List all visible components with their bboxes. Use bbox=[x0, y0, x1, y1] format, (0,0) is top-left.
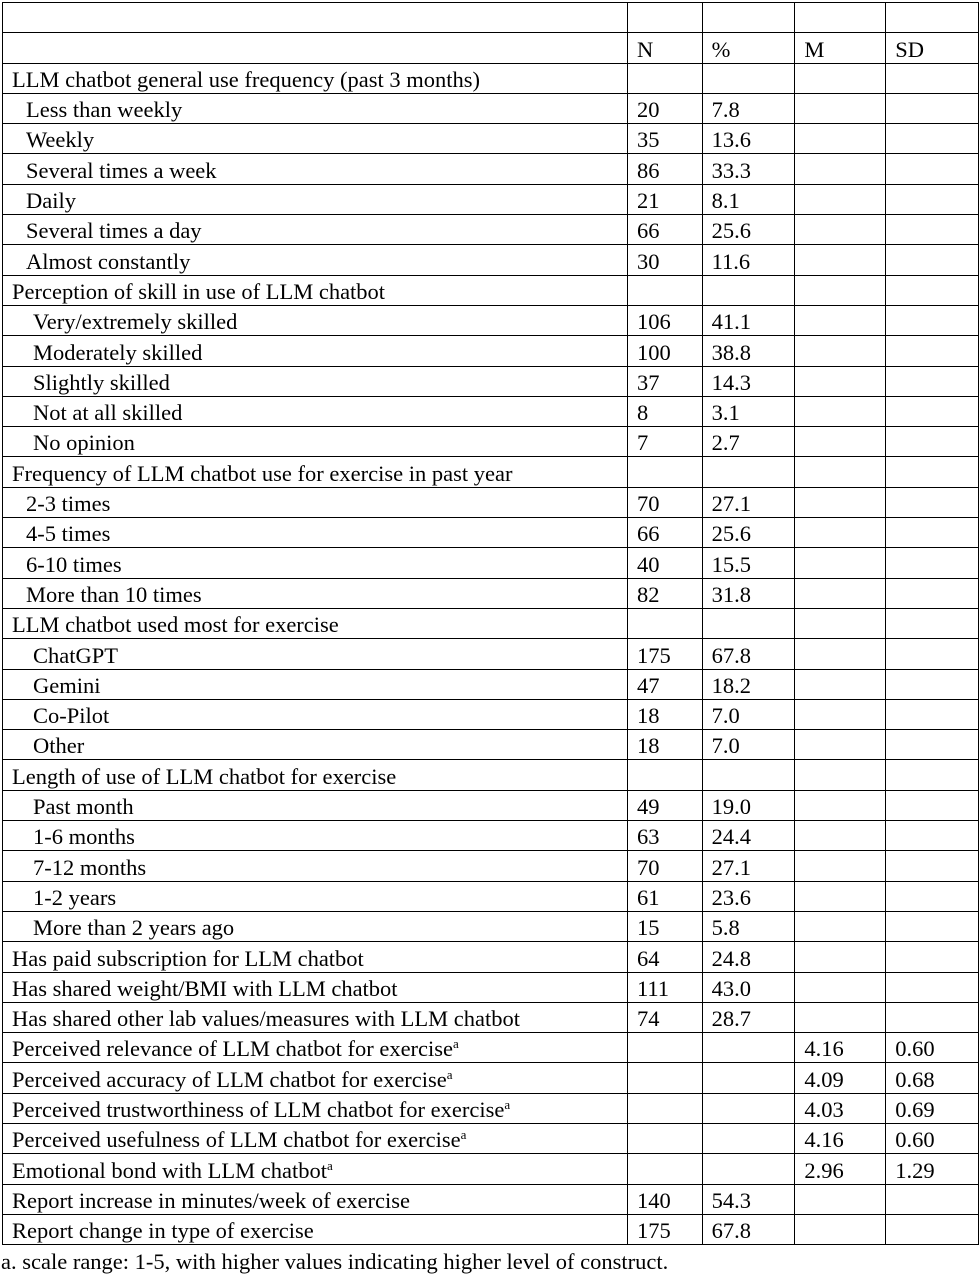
table-row bbox=[3, 184, 979, 214]
table-row bbox=[3, 942, 979, 972]
table-row bbox=[3, 1033, 979, 1063]
header-m: M bbox=[795, 33, 886, 63]
cell-pct: 18.2 bbox=[702, 669, 795, 699]
cell-n: 37 bbox=[627, 366, 702, 396]
row-label-text: Emotional bond with LLM chatbot bbox=[12, 1157, 327, 1183]
cell-m bbox=[795, 608, 886, 638]
cell-pct: 7.0 bbox=[702, 730, 795, 760]
cell-sd: 1.29 bbox=[886, 1154, 979, 1184]
footnote-marker: a bbox=[460, 1127, 467, 1143]
cell-sd bbox=[886, 93, 979, 123]
cell-m bbox=[795, 578, 886, 608]
cell-m bbox=[795, 821, 886, 851]
cell-sd bbox=[886, 245, 979, 275]
cell-sd bbox=[886, 184, 979, 214]
cell-pct: 67.8 bbox=[702, 1214, 795, 1244]
cell-pct: 31.8 bbox=[702, 578, 795, 608]
row-label bbox=[3, 972, 628, 1002]
cell-m bbox=[795, 851, 886, 881]
table-row bbox=[3, 1214, 979, 1244]
table-row bbox=[3, 730, 979, 760]
table-row bbox=[3, 1184, 979, 1214]
row-label-text: 1-6 months bbox=[33, 824, 135, 850]
table-row bbox=[3, 699, 979, 729]
cell-n: 111 bbox=[627, 972, 702, 1002]
row-label-text: Frequency of LLM chatbot use for exercise in past year bbox=[12, 460, 513, 486]
cell-sd bbox=[886, 881, 979, 911]
cell-m bbox=[795, 699, 886, 729]
row-label-text: Report change in type of exercise bbox=[12, 1218, 314, 1244]
cell-pct: 28.7 bbox=[702, 1002, 795, 1032]
table-row bbox=[3, 1154, 979, 1184]
cell-pct: 25.6 bbox=[702, 215, 795, 245]
cell-m bbox=[795, 427, 886, 457]
table-row bbox=[3, 639, 979, 669]
cell-sd bbox=[886, 336, 979, 366]
row-label bbox=[3, 93, 628, 123]
cell-sd bbox=[886, 578, 979, 608]
cell-pct bbox=[702, 1154, 795, 1184]
cell-m bbox=[795, 518, 886, 548]
cell-m bbox=[795, 730, 886, 760]
cell-n: 82 bbox=[627, 578, 702, 608]
row-label-text: Several times a day bbox=[26, 218, 202, 244]
cell-pct bbox=[702, 1063, 795, 1093]
row-label-text: Very/extremely skilled bbox=[33, 309, 238, 335]
row-label bbox=[3, 548, 628, 578]
cell-n bbox=[627, 63, 702, 93]
table-row bbox=[3, 1002, 979, 1032]
cell-sd: 0.60 bbox=[886, 1123, 979, 1153]
row-label bbox=[3, 1214, 628, 1244]
cell-n: 18 bbox=[627, 730, 702, 760]
table-row bbox=[3, 608, 979, 638]
table-row bbox=[3, 972, 979, 1002]
table-row bbox=[3, 245, 979, 275]
cell-sd bbox=[886, 730, 979, 760]
row-label bbox=[3, 1093, 628, 1123]
cell-n bbox=[627, 457, 702, 487]
cell-m: 4.16 bbox=[795, 1123, 886, 1153]
cell-m bbox=[795, 1184, 886, 1214]
header-n: N bbox=[627, 33, 702, 63]
row-label bbox=[3, 154, 628, 184]
cell-pct bbox=[702, 457, 795, 487]
cell-sd bbox=[886, 942, 979, 972]
row-label bbox=[3, 518, 628, 548]
row-label-text: LLM chatbot used most for exercise bbox=[12, 612, 339, 638]
table-row bbox=[3, 336, 979, 366]
table-row bbox=[3, 124, 979, 154]
table-row bbox=[3, 366, 979, 396]
cell-m bbox=[795, 154, 886, 184]
cell-m bbox=[795, 548, 886, 578]
cell-n: 7 bbox=[627, 427, 702, 457]
row-label-text: ChatGPT bbox=[33, 642, 119, 668]
row-label-text: Co-Pilot bbox=[33, 703, 110, 729]
row-label bbox=[3, 1063, 628, 1093]
cell-sd: 0.68 bbox=[886, 1063, 979, 1093]
cell-pct: 43.0 bbox=[702, 972, 795, 1002]
table-row bbox=[3, 760, 979, 790]
cell-pct: 41.1 bbox=[702, 305, 795, 335]
row-label-text: Daily bbox=[26, 188, 76, 214]
row-label-text: Perceived accuracy of LLM chatbot for exercise bbox=[12, 1066, 447, 1092]
cell-m bbox=[795, 275, 886, 305]
row-label bbox=[3, 639, 628, 669]
row-label bbox=[3, 699, 628, 729]
table-row bbox=[3, 518, 979, 548]
cell-n: 70 bbox=[627, 487, 702, 517]
cell-m bbox=[795, 396, 886, 426]
cell-n: 61 bbox=[627, 881, 702, 911]
table-row bbox=[3, 821, 979, 851]
row-label bbox=[3, 911, 628, 941]
table-row bbox=[3, 669, 979, 699]
cell-n: 175 bbox=[627, 1214, 702, 1244]
table-row bbox=[3, 93, 979, 123]
cell-pct bbox=[702, 760, 795, 790]
cell-m bbox=[795, 366, 886, 396]
cell-n: 175 bbox=[627, 639, 702, 669]
row-label-text: 1-2 years bbox=[33, 884, 117, 910]
cell-sd bbox=[886, 1214, 979, 1244]
cell-m bbox=[795, 790, 886, 820]
row-label-text: Gemini bbox=[33, 672, 101, 698]
cell-sd bbox=[886, 790, 979, 820]
table-row bbox=[3, 911, 979, 941]
cell-m: 4.09 bbox=[795, 1063, 886, 1093]
row-label-text: More than 2 years ago bbox=[33, 915, 235, 941]
cell-pct: 15.5 bbox=[702, 548, 795, 578]
row-label bbox=[3, 608, 628, 638]
row-label bbox=[3, 578, 628, 608]
cell-m bbox=[795, 972, 886, 1002]
cell-pct: 3.1 bbox=[702, 396, 795, 426]
cell-sd bbox=[886, 154, 979, 184]
cell-m bbox=[795, 124, 886, 154]
table-row bbox=[3, 457, 979, 487]
row-label bbox=[3, 63, 628, 93]
table-row bbox=[3, 396, 979, 426]
row-label bbox=[3, 881, 628, 911]
row-label-text: Perceived relevance of LLM chatbot for exercise bbox=[12, 1036, 454, 1062]
cell-n: 100 bbox=[627, 336, 702, 366]
cell-sd bbox=[886, 366, 979, 396]
row-label bbox=[3, 669, 628, 699]
row-label-text: Perception of skill in use of LLM chatbot bbox=[12, 278, 386, 304]
cell-n bbox=[627, 1093, 702, 1123]
cell-m bbox=[795, 487, 886, 517]
row-label-text: More than 10 times bbox=[26, 581, 202, 607]
cell-pct: 7.0 bbox=[702, 699, 795, 729]
table-row bbox=[3, 1093, 979, 1123]
row-label-text: 4-5 times bbox=[26, 521, 111, 547]
cell-m bbox=[795, 336, 886, 366]
row-label-text: Slightly skilled bbox=[33, 369, 170, 395]
cell-sd bbox=[886, 1002, 979, 1032]
row-label bbox=[3, 1123, 628, 1153]
row-label bbox=[3, 1033, 628, 1063]
cell-m bbox=[795, 215, 886, 245]
row-label-text: Length of use of LLM chatbot for exercise bbox=[12, 763, 397, 789]
cell-pct: 7.8 bbox=[702, 93, 795, 123]
row-label-text: Has shared other lab values/measures with LLM chatbot bbox=[12, 1006, 520, 1032]
row-label bbox=[3, 760, 628, 790]
row-label bbox=[3, 215, 628, 245]
cell-pct: 11.6 bbox=[702, 245, 795, 275]
cell-pct: 19.0 bbox=[702, 790, 795, 820]
row-label-text: Report increase in minutes/week of exercise bbox=[12, 1187, 410, 1213]
cell-n bbox=[627, 275, 702, 305]
row-label-text: Several times a week bbox=[26, 157, 217, 183]
cell-m: 4.03 bbox=[795, 1093, 886, 1123]
cell-n bbox=[627, 1063, 702, 1093]
row-label-text: 2-3 times bbox=[26, 491, 111, 517]
row-label bbox=[3, 821, 628, 851]
cell-sd bbox=[886, 911, 979, 941]
cell-pct: 8.1 bbox=[702, 184, 795, 214]
row-label bbox=[3, 366, 628, 396]
row-label-text: Past month bbox=[33, 794, 134, 820]
cell-n: 35 bbox=[627, 124, 702, 154]
cell-sd bbox=[886, 669, 979, 699]
cell-pct bbox=[702, 1033, 795, 1063]
cell-pct bbox=[702, 63, 795, 93]
cell-sd bbox=[886, 639, 979, 669]
table-row bbox=[3, 63, 979, 93]
cell-pct: 27.1 bbox=[702, 851, 795, 881]
cell-pct: 54.3 bbox=[702, 1184, 795, 1214]
footnote-marker: a bbox=[453, 1036, 459, 1052]
cell-n: 64 bbox=[627, 942, 702, 972]
cell-sd bbox=[886, 1184, 979, 1214]
cell-m bbox=[795, 1002, 886, 1032]
cell-n: 15 bbox=[627, 911, 702, 941]
cell-pct: 14.3 bbox=[702, 366, 795, 396]
results-table bbox=[2, 2, 979, 1245]
table-row bbox=[3, 215, 979, 245]
cell-pct: 25.6 bbox=[702, 518, 795, 548]
row-label bbox=[3, 457, 628, 487]
row-label-text: LLM chatbot general use frequency (past 3 months) bbox=[12, 66, 480, 92]
cell-n: 70 bbox=[627, 851, 702, 881]
cell-m bbox=[795, 245, 886, 275]
cell-n: 20 bbox=[627, 93, 702, 123]
cell-n: 47 bbox=[627, 669, 702, 699]
table-row bbox=[3, 881, 979, 911]
cell-pct: 13.6 bbox=[702, 124, 795, 154]
cell-m bbox=[795, 305, 886, 335]
table-row bbox=[3, 578, 979, 608]
cell-pct bbox=[702, 608, 795, 638]
cell-sd bbox=[886, 124, 979, 154]
row-label bbox=[3, 790, 628, 820]
row-label bbox=[3, 245, 628, 275]
row-label-text: Perceived trustworthiness of LLM chatbot for exercise bbox=[12, 1096, 505, 1122]
cell-m bbox=[795, 942, 886, 972]
cell-n: 40 bbox=[627, 548, 702, 578]
cell-sd bbox=[886, 821, 979, 851]
cell-n: 66 bbox=[627, 518, 702, 548]
cell-sd bbox=[886, 548, 979, 578]
row-label bbox=[3, 275, 628, 305]
row-label-text: Almost constantly bbox=[26, 248, 191, 274]
cell-m bbox=[795, 881, 886, 911]
cell-n: 66 bbox=[627, 215, 702, 245]
footnote-marker: a bbox=[326, 1157, 333, 1173]
cell-pct: 5.8 bbox=[702, 911, 795, 941]
cell-pct: 2.7 bbox=[702, 427, 795, 457]
cell-sd bbox=[886, 851, 979, 881]
header-pct: % bbox=[702, 33, 795, 63]
footnote: a. scale range: 1-5, with higher values indicating higher level of construct. bbox=[1, 1249, 669, 1274]
row-label bbox=[3, 427, 628, 457]
cell-n: 30 bbox=[627, 245, 702, 275]
cell-sd bbox=[886, 457, 979, 487]
cell-sd bbox=[886, 699, 979, 729]
cell-n bbox=[627, 608, 702, 638]
cell-pct: 23.6 bbox=[702, 881, 795, 911]
row-label bbox=[3, 124, 628, 154]
cell-sd bbox=[886, 608, 979, 638]
table-row bbox=[3, 427, 979, 457]
cell-n bbox=[627, 1154, 702, 1184]
cell-m bbox=[795, 760, 886, 790]
row-label-text: 6-10 times bbox=[26, 551, 122, 577]
row-label bbox=[3, 184, 628, 214]
table-row bbox=[3, 1123, 979, 1153]
cell-n: 49 bbox=[627, 790, 702, 820]
cell-m: 4.16 bbox=[795, 1033, 886, 1063]
cell-n bbox=[627, 1033, 702, 1063]
cell-pct bbox=[702, 1093, 795, 1123]
table-row bbox=[3, 487, 979, 517]
cell-n: 21 bbox=[627, 184, 702, 214]
row-label-text: 7-12 months bbox=[33, 854, 147, 880]
cell-sd bbox=[886, 760, 979, 790]
row-label bbox=[3, 730, 628, 760]
row-label-text: Has paid subscription for LLM chatbot bbox=[12, 945, 364, 971]
row-label-text: Has shared weight/BMI with LLM chatbot bbox=[12, 975, 398, 1001]
row-label-text: Other bbox=[33, 733, 85, 759]
cell-sd bbox=[886, 427, 979, 457]
row-label-text: Less than weekly bbox=[26, 97, 183, 123]
table-row bbox=[3, 305, 979, 335]
cell-sd bbox=[886, 215, 979, 245]
cell-m: 2.96 bbox=[795, 1154, 886, 1184]
row-label bbox=[3, 487, 628, 517]
footnote-marker: a bbox=[446, 1066, 453, 1082]
header-label bbox=[3, 33, 628, 63]
row-label bbox=[3, 851, 628, 881]
cell-sd: 0.60 bbox=[886, 1033, 979, 1063]
table-row bbox=[3, 275, 979, 305]
cell-n: 8 bbox=[627, 396, 702, 426]
cell-sd bbox=[886, 972, 979, 1002]
cell-pct: 38.8 bbox=[702, 336, 795, 366]
cell-m bbox=[795, 639, 886, 669]
header-sd: SD bbox=[886, 33, 979, 63]
cell-sd: 0.69 bbox=[886, 1093, 979, 1123]
blank-row bbox=[3, 3, 979, 33]
row-label bbox=[3, 942, 628, 972]
table-row bbox=[3, 790, 979, 820]
header-row bbox=[3, 33, 979, 63]
row-label bbox=[3, 1002, 628, 1032]
cell-pct bbox=[702, 1123, 795, 1153]
cell-pct: 24.4 bbox=[702, 821, 795, 851]
table-row bbox=[3, 548, 979, 578]
row-label bbox=[3, 1184, 628, 1214]
cell-n bbox=[627, 1123, 702, 1153]
table-row bbox=[3, 154, 979, 184]
cell-sd bbox=[886, 396, 979, 426]
row-label bbox=[3, 336, 628, 366]
cell-n: 18 bbox=[627, 699, 702, 729]
cell-pct: 33.3 bbox=[702, 154, 795, 184]
cell-pct: 27.1 bbox=[702, 487, 795, 517]
cell-m bbox=[795, 184, 886, 214]
cell-sd bbox=[886, 63, 979, 93]
cell-pct: 67.8 bbox=[702, 639, 795, 669]
cell-n: 63 bbox=[627, 821, 702, 851]
cell-m bbox=[795, 457, 886, 487]
row-label bbox=[3, 1154, 628, 1184]
cell-sd bbox=[886, 275, 979, 305]
cell-m bbox=[795, 1214, 886, 1244]
cell-m bbox=[795, 669, 886, 699]
row-label-text: Weekly bbox=[26, 127, 95, 153]
cell-n: 106 bbox=[627, 305, 702, 335]
row-label-text: No opinion bbox=[33, 430, 135, 456]
table-row bbox=[3, 851, 979, 881]
cell-n bbox=[627, 760, 702, 790]
cell-sd bbox=[886, 518, 979, 548]
cell-m bbox=[795, 911, 886, 941]
cell-n: 74 bbox=[627, 1002, 702, 1032]
cell-n: 86 bbox=[627, 154, 702, 184]
footnote-marker: a bbox=[504, 1096, 511, 1112]
row-label-text: Perceived usefulness of LLM chatbot for exercise bbox=[12, 1127, 461, 1153]
row-label-text: Moderately skilled bbox=[33, 339, 203, 365]
cell-sd bbox=[886, 487, 979, 517]
row-label bbox=[3, 396, 628, 426]
cell-sd bbox=[886, 305, 979, 335]
cell-n: 140 bbox=[627, 1184, 702, 1214]
cell-pct bbox=[702, 275, 795, 305]
cell-pct: 24.8 bbox=[702, 942, 795, 972]
row-label bbox=[3, 305, 628, 335]
cell-m bbox=[795, 93, 886, 123]
cell-m bbox=[795, 63, 886, 93]
table-row bbox=[3, 1063, 979, 1093]
row-label-text: Not at all skilled bbox=[33, 400, 183, 426]
